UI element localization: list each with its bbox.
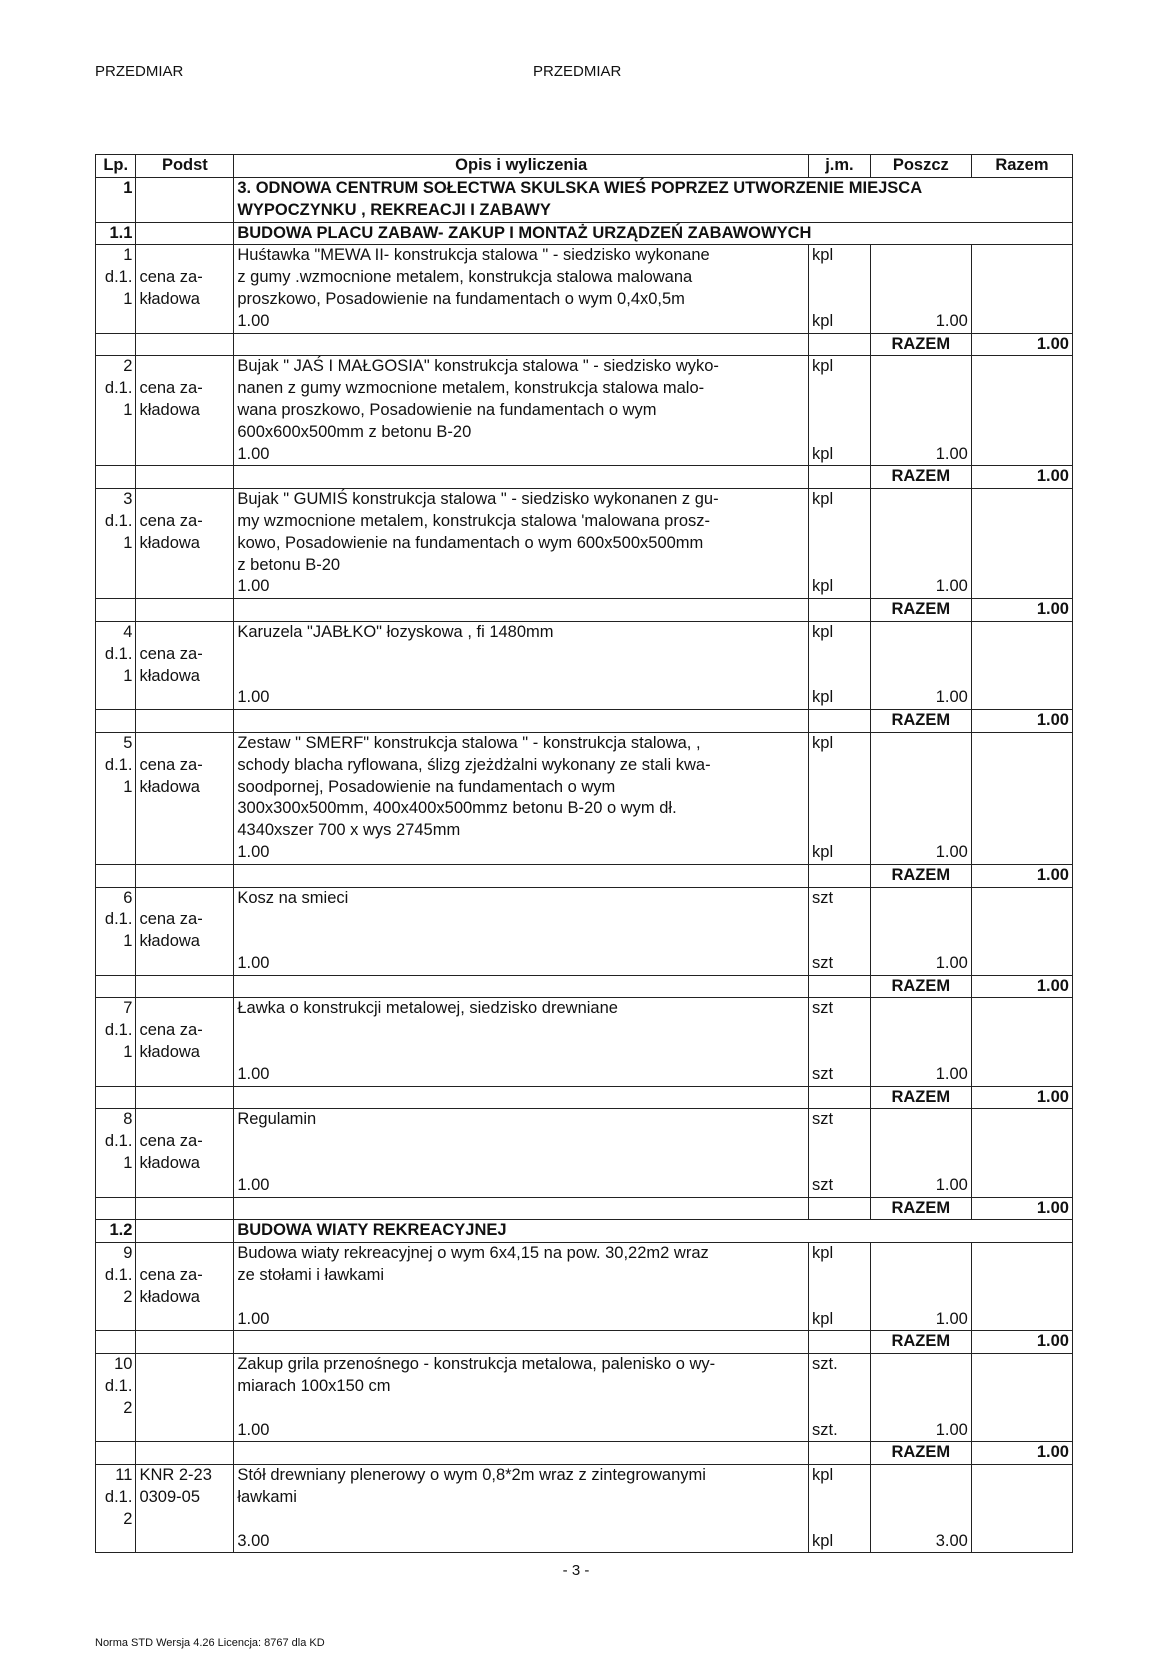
razem-value: 1.00 xyxy=(1036,334,1069,353)
item-description: Huśtawka "MEWA II- konstrukcja stalowa " - siedzisko wykonane xyxy=(237,246,710,265)
razem-row xyxy=(96,333,1073,356)
item-quantity: 1.00 xyxy=(237,842,270,861)
item-unit-2: szt xyxy=(812,1175,834,1194)
item-poszcz-cell xyxy=(870,732,971,864)
item-lp: 2 xyxy=(123,1509,133,1528)
item-lp: d.1. xyxy=(104,910,133,929)
item-lp: 6 xyxy=(123,888,133,907)
item-quantity: 1.00 xyxy=(237,311,270,330)
item-lp: 1 xyxy=(123,1043,133,1062)
section-title xyxy=(234,222,1073,245)
item-description: kowo, Posadowienie na fundamentach o wym 600x500x500mm xyxy=(237,533,704,552)
section-title-line: 3. ODNOWA CENTRUM SOŁECTWA SKULSKA WIEŚ POPRZEZ UTWORZENIE MIEJSCA xyxy=(237,179,923,197)
item-basis: cena za- xyxy=(139,1021,203,1040)
item-lp: 2 xyxy=(123,1398,133,1417)
col-podst: Podst xyxy=(136,155,234,178)
item-lp: 1 xyxy=(123,246,133,265)
item-poszcz: 1.00 xyxy=(935,311,968,330)
item-lp: 1 xyxy=(123,777,133,796)
item-lp: d.1. xyxy=(104,1266,133,1285)
razem-value: 1.00 xyxy=(1036,1198,1069,1217)
item-basis-cell xyxy=(136,245,234,333)
item-lp: d.1. xyxy=(104,268,133,287)
item-quantity: 1.00 xyxy=(237,688,270,707)
item-unit: szt xyxy=(812,1110,834,1129)
item-unit: kpl xyxy=(812,622,834,641)
table-row xyxy=(96,998,1073,1086)
item-description: Kosz na smieci xyxy=(237,888,349,907)
item-razem-cell xyxy=(971,1243,1072,1331)
item-poszcz-cell xyxy=(870,998,971,1086)
item-description: Stół drewniany plenerowy o wym 0,8*2m wraz z zintegrowanymi xyxy=(237,1466,706,1485)
item-unit: kpl xyxy=(812,733,834,752)
razem-value: 1.00 xyxy=(1036,976,1069,995)
item-unit-cell xyxy=(809,887,871,975)
col-poszcz: Poszcz xyxy=(870,155,971,178)
section-lp: 1.2 xyxy=(109,1221,133,1240)
item-description: my wzmocnione metalem, konstrukcja stalowa 'malowana prosz- xyxy=(237,511,711,530)
item-unit-cell xyxy=(809,732,871,864)
item-lp: 4 xyxy=(123,622,133,641)
item-poszcz-cell xyxy=(870,621,971,709)
item-desc-cell xyxy=(234,245,809,333)
item-basis: kładowa xyxy=(139,777,200,796)
item-unit-2: szt. xyxy=(812,1420,838,1439)
table-row xyxy=(96,621,1073,709)
item-lp: 7 xyxy=(123,999,133,1018)
razem-label: RAZEM xyxy=(891,1198,951,1217)
header-right: PRZEDMIAR xyxy=(533,63,622,80)
table-row xyxy=(96,489,1073,599)
table-row xyxy=(96,732,1073,864)
item-unit-cell xyxy=(809,1109,871,1197)
item-desc-cell xyxy=(234,998,809,1086)
item-razem-cell xyxy=(971,1109,1072,1197)
razem-value: 1.00 xyxy=(1036,600,1069,619)
item-unit: kpl xyxy=(812,357,834,376)
item-unit: szt. xyxy=(812,1355,838,1374)
item-unit-2: kpl xyxy=(812,311,834,330)
razem-value: 1.00 xyxy=(1036,467,1069,486)
item-lp: d.1. xyxy=(104,511,133,530)
item-razem-cell xyxy=(971,356,1072,466)
item-unit: kpl xyxy=(812,490,834,509)
item-description: miarach 100x150 cm xyxy=(237,1377,391,1396)
item-unit-2: szt xyxy=(812,1064,834,1083)
item-basis-cell xyxy=(136,887,234,975)
item-poszcz: 3.00 xyxy=(935,1531,968,1550)
item-basis-cell xyxy=(136,1243,234,1331)
item-lp: d.1. xyxy=(104,1021,133,1040)
col-opis: Opis i wyliczenia xyxy=(234,155,809,178)
estimate-table xyxy=(95,154,1073,1553)
item-lp: 8 xyxy=(123,1110,133,1129)
item-description: 4340xszer 700 x wys 2745mm xyxy=(237,821,461,840)
razem-label: RAZEM xyxy=(891,976,951,995)
razem-row xyxy=(96,466,1073,489)
item-unit: kpl xyxy=(812,1244,834,1263)
item-desc-cell xyxy=(234,1354,809,1442)
razem-label: RAZEM xyxy=(891,467,951,486)
item-lp-cell xyxy=(96,732,136,864)
razem-row xyxy=(96,1086,1073,1109)
item-lp: 1 xyxy=(123,666,133,685)
item-poszcz-cell xyxy=(870,245,971,333)
item-lp: 10 xyxy=(114,1355,133,1374)
razem-label: RAZEM xyxy=(891,334,951,353)
item-basis: kładowa xyxy=(139,1043,200,1062)
item-unit-cell xyxy=(809,1465,871,1553)
item-poszcz-cell xyxy=(870,1243,971,1331)
item-description: Bujak " JAŚ I MAŁGOSIA" konstrukcja stalowa " - siedzisko wyko- xyxy=(237,357,719,376)
table-row xyxy=(96,1109,1073,1197)
item-description: 600x600x500mm z betonu B-20 xyxy=(237,422,472,441)
razem-label: RAZEM xyxy=(891,1443,951,1462)
item-unit: kpl xyxy=(812,246,834,265)
item-quantity: 1.00 xyxy=(237,1064,270,1083)
item-poszcz: 1.00 xyxy=(935,953,968,972)
item-razem-cell xyxy=(971,998,1072,1086)
item-description: Karuzela "JABŁKO" łozyskowa , fi 1480mm xyxy=(237,622,554,641)
item-desc-cell xyxy=(234,621,809,709)
item-poszcz: 1.00 xyxy=(935,577,968,596)
section-title-line: WYPOCZYNKU , REKREACJI I ZABAWY xyxy=(237,200,551,219)
item-basis: kładowa xyxy=(139,400,200,419)
col-razem: Razem xyxy=(971,155,1072,178)
item-lp: 1 xyxy=(123,533,133,552)
item-desc-cell xyxy=(234,489,809,599)
item-lp: d.1. xyxy=(104,379,133,398)
item-basis-cell xyxy=(136,732,234,864)
item-poszcz: 1.00 xyxy=(935,842,968,861)
item-basis: kładowa xyxy=(139,289,200,308)
item-razem-cell xyxy=(971,489,1072,599)
col-jm: j.m. xyxy=(809,155,871,178)
item-desc-cell xyxy=(234,1243,809,1331)
item-unit-cell xyxy=(809,1354,871,1442)
item-razem-cell xyxy=(971,1465,1072,1553)
item-unit-cell xyxy=(809,356,871,466)
item-description: ze stołami i ławkami xyxy=(237,1266,385,1285)
subsection-title: BUDOWA PLACU ZABAW- ZAKUP I MONTAŻ URZĄDZEŃ ZABAWOWYCH xyxy=(237,223,812,242)
razem-label: RAZEM xyxy=(891,600,951,619)
item-basis-cell xyxy=(136,621,234,709)
item-basis: kładowa xyxy=(139,666,200,685)
section-lp: 1 xyxy=(123,179,133,197)
razem-value: 1.00 xyxy=(1036,711,1069,730)
razem-row xyxy=(96,864,1073,887)
item-lp: 2 xyxy=(123,1287,133,1306)
item-description: Zestaw " SMERF" konstrukcja stalowa " - konstrukcja stalowa, , xyxy=(237,733,701,752)
section-lp: 1.1 xyxy=(109,223,133,242)
item-unit-2: szt xyxy=(812,953,834,972)
item-basis: kładowa xyxy=(139,533,200,552)
footer-license: Norma STD Wersja 4.26 Licencja: 8767 dla KD xyxy=(95,1637,325,1649)
razem-label: RAZEM xyxy=(891,1087,951,1106)
item-basis: cena za- xyxy=(139,268,203,287)
item-poszcz: 1.00 xyxy=(935,1064,968,1083)
item-description: Budowa wiaty rekreacyjnej o wym 6x4,15 na pow. 30,22m2 wraz xyxy=(237,1244,709,1263)
item-unit: kpl xyxy=(812,1466,834,1485)
item-desc-cell xyxy=(234,887,809,975)
item-razem-cell xyxy=(971,732,1072,864)
razem-value: 1.00 xyxy=(1036,865,1069,884)
section-title xyxy=(234,1220,1073,1243)
item-quantity: 1.00 xyxy=(237,577,270,596)
item-desc-cell xyxy=(234,732,809,864)
razem-row xyxy=(96,975,1073,998)
item-lp-cell xyxy=(96,998,136,1086)
table-row xyxy=(96,245,1073,333)
section-row xyxy=(96,178,1073,223)
item-unit: szt xyxy=(812,888,834,907)
table-header-row xyxy=(96,155,1073,178)
item-basis-cell xyxy=(136,998,234,1086)
item-description: soodpornej, Posadowienie na fundamentach o wym xyxy=(237,777,616,796)
item-description: schody blacha ryflowana, ślizg zjeżdżalni wykonany ze stali kwa- xyxy=(237,755,711,774)
item-unit-2: kpl xyxy=(812,577,834,596)
item-lp-cell xyxy=(96,245,136,333)
item-description: ławkami xyxy=(237,1488,297,1507)
item-poszcz: 1.00 xyxy=(935,1420,968,1439)
item-poszcz: 1.00 xyxy=(935,688,968,707)
item-basis-cell xyxy=(136,1465,234,1553)
item-lp-cell xyxy=(96,489,136,599)
item-description: nanen z gumy wzmocnione metalem, konstrukcja stalowa malo- xyxy=(237,379,705,398)
item-desc-cell xyxy=(234,356,809,466)
section-row xyxy=(96,1220,1073,1243)
item-lp: 1 xyxy=(123,400,133,419)
item-lp: d.1. xyxy=(104,755,133,774)
item-unit-2: kpl xyxy=(812,1309,834,1328)
item-basis: cena za- xyxy=(139,1132,203,1151)
page-number: - 3 - xyxy=(562,1562,590,1579)
item-description: wana proszkowo, Posadowienie na fundamentach o wym xyxy=(237,400,657,419)
item-quantity: 1.00 xyxy=(237,444,270,463)
item-unit-2: kpl xyxy=(812,1531,834,1550)
item-unit-2: kpl xyxy=(812,842,834,861)
table-row xyxy=(96,887,1073,975)
item-basis: cena za- xyxy=(139,910,203,929)
razem-label: RAZEM xyxy=(891,711,951,730)
item-lp: d.1. xyxy=(104,1488,133,1507)
item-basis: cena za- xyxy=(139,379,203,398)
item-unit-2: kpl xyxy=(812,444,834,463)
header-left: PRZEDMIAR xyxy=(95,63,184,80)
item-quantity: 1.00 xyxy=(237,1420,270,1439)
table-row xyxy=(96,1243,1073,1331)
subsection-title: BUDOWA WIATY REKREACYJNEJ xyxy=(237,1221,507,1240)
item-lp: 1 xyxy=(123,289,133,308)
item-description: Zakup grila przenośnego - konstrukcja metalowa, palenisko o wy- xyxy=(237,1355,716,1374)
item-lp-cell xyxy=(96,1109,136,1197)
item-lp: d.1. xyxy=(104,1377,133,1396)
item-poszcz: 1.00 xyxy=(935,444,968,463)
item-lp-cell xyxy=(96,887,136,975)
razem-label: RAZEM xyxy=(891,865,951,884)
item-basis-cell xyxy=(136,489,234,599)
section-title xyxy=(234,178,1073,223)
item-unit-cell xyxy=(809,1243,871,1331)
item-razem-cell xyxy=(971,887,1072,975)
item-poszcz-cell xyxy=(870,1465,971,1553)
item-basis-cell xyxy=(136,356,234,466)
item-unit: szt xyxy=(812,999,834,1018)
item-desc-cell xyxy=(234,1109,809,1197)
item-unit-cell xyxy=(809,489,871,599)
razem-row xyxy=(96,710,1073,733)
item-basis: KNR 2-23 xyxy=(139,1466,212,1485)
item-quantity: 1.00 xyxy=(237,1175,270,1194)
item-basis: cena za- xyxy=(139,511,203,530)
item-poszcz-cell xyxy=(870,489,971,599)
item-lp-cell xyxy=(96,1354,136,1442)
item-lp: 1 xyxy=(123,932,133,951)
item-basis: cena za- xyxy=(139,755,203,774)
razem-row xyxy=(96,1331,1073,1354)
item-description: z betonu B-20 xyxy=(237,555,341,574)
item-quantity: 1.00 xyxy=(237,953,270,972)
item-lp: 3 xyxy=(123,490,133,509)
item-lp-cell xyxy=(96,1465,136,1553)
item-poszcz-cell xyxy=(870,887,971,975)
item-unit-cell xyxy=(809,998,871,1086)
section-row xyxy=(96,222,1073,245)
item-basis: 0309-05 xyxy=(139,1488,200,1507)
item-lp-cell xyxy=(96,621,136,709)
item-desc-cell xyxy=(234,1465,809,1553)
item-description: 300x300x500mm, 400x400x500mmz betonu B-20 o wym dł. xyxy=(237,799,677,818)
item-razem-cell xyxy=(971,621,1072,709)
item-basis-cell xyxy=(136,1109,234,1197)
razem-row xyxy=(96,1442,1073,1465)
item-razem-cell xyxy=(971,1354,1072,1442)
item-poszcz: 1.00 xyxy=(935,1309,968,1328)
razem-value: 1.00 xyxy=(1036,1087,1069,1106)
item-poszcz-cell xyxy=(870,1354,971,1442)
table-row xyxy=(96,1354,1073,1442)
item-description: z gumy .wzmocnione metalem, konstrukcja stalowa malowana xyxy=(237,268,693,287)
item-description: Ławka o konstrukcji metalowej, siedzisko drewniane xyxy=(237,999,618,1018)
item-description: Bujak " GUMIŚ konstrukcja stalowa " - siedzisko wykonanen z gu- xyxy=(237,490,719,509)
item-lp: 1 xyxy=(123,1154,133,1173)
item-poszcz: 1.00 xyxy=(935,1175,968,1194)
item-lp: 5 xyxy=(123,733,133,752)
item-lp: 2 xyxy=(123,357,133,376)
item-lp: 9 xyxy=(123,1244,133,1263)
item-basis-cell xyxy=(136,1354,234,1442)
razem-row xyxy=(96,599,1073,622)
item-poszcz-cell xyxy=(870,356,971,466)
item-description: Regulamin xyxy=(237,1110,317,1129)
col-lp: Lp. xyxy=(96,155,136,178)
razem-row xyxy=(96,1197,1073,1220)
item-basis: cena za- xyxy=(139,1266,203,1285)
item-poszcz-cell xyxy=(870,1109,971,1197)
item-unit-2: kpl xyxy=(812,688,834,707)
item-basis: kładowa xyxy=(139,932,200,951)
table-row xyxy=(96,1465,1073,1553)
item-unit-cell xyxy=(809,245,871,333)
item-lp-cell xyxy=(96,1243,136,1331)
item-basis: kładowa xyxy=(139,1287,200,1306)
item-description: proszkowo, Posadowienie na fundamentach o wym 0,4x0,5m xyxy=(237,289,685,308)
item-lp: 11 xyxy=(115,1466,133,1485)
item-lp: d.1. xyxy=(104,1132,133,1151)
item-basis: cena za- xyxy=(139,644,203,663)
item-lp: d.1. xyxy=(104,644,133,663)
item-lp-cell xyxy=(96,356,136,466)
razem-value: 1.00 xyxy=(1036,1332,1069,1351)
razem-label: RAZEM xyxy=(891,1332,951,1351)
razem-value: 1.00 xyxy=(1036,1443,1069,1462)
item-quantity: 1.00 xyxy=(237,1309,270,1328)
item-unit-cell xyxy=(809,621,871,709)
table-row xyxy=(96,356,1073,466)
item-basis: kładowa xyxy=(139,1154,200,1173)
item-razem-cell xyxy=(971,245,1072,333)
item-quantity: 3.00 xyxy=(237,1531,270,1550)
